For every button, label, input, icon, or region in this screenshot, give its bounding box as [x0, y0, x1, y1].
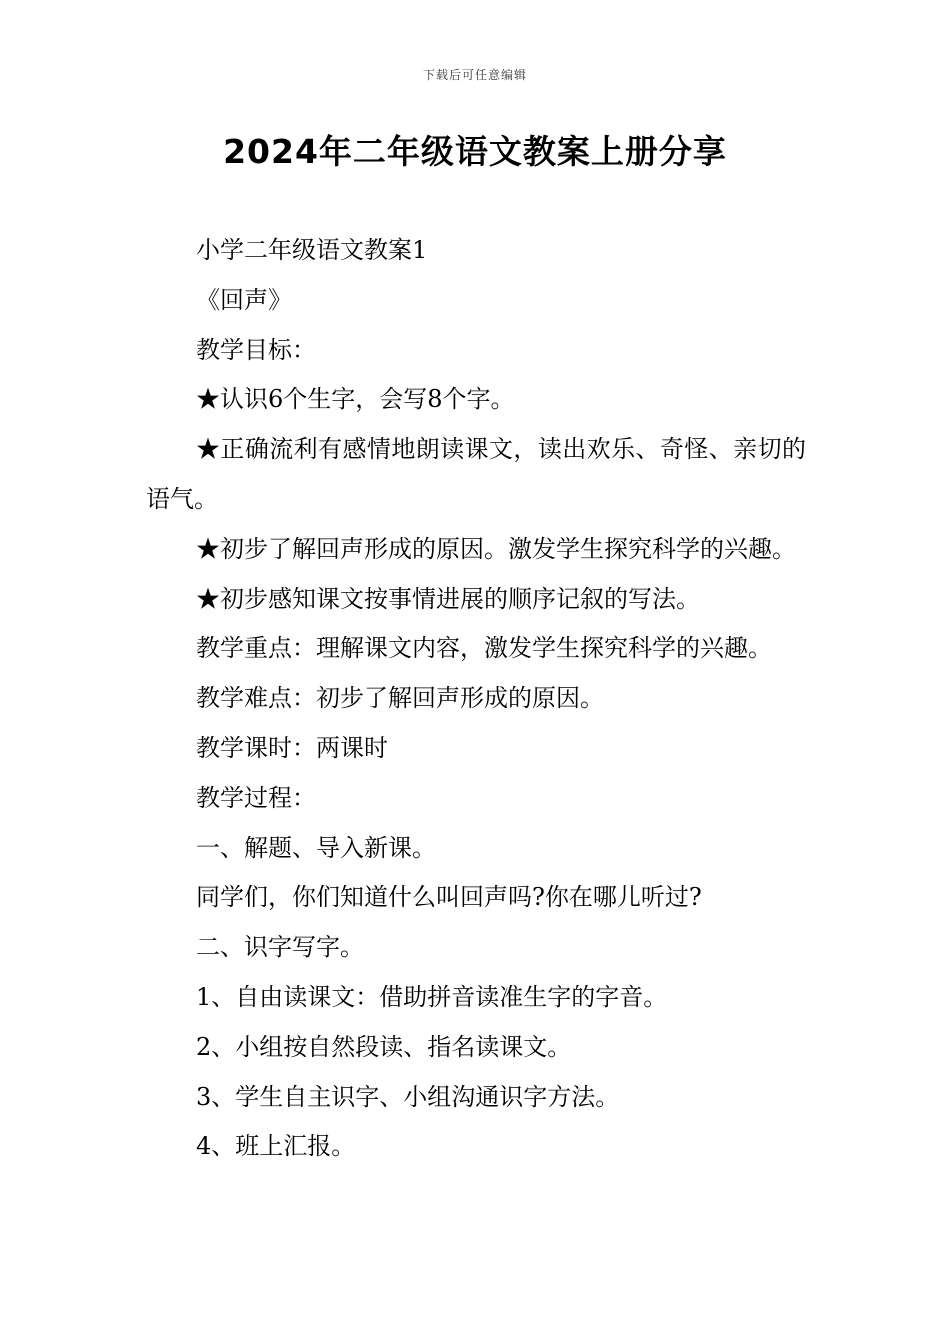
paragraph: 教学课时：两课时 — [196, 733, 388, 762]
header-note: 下载后可任意编辑 — [422, 68, 527, 82]
paragraph: 二、识字写字。 — [196, 933, 364, 962]
paragraph: 《回声》 — [196, 285, 292, 314]
paragraph: ★认识6个生字，会写8个字。 — [196, 385, 515, 414]
paragraph: 教学过程： — [196, 783, 316, 812]
paragraph: 3、学生自主识字、小组沟通识字方法。 — [196, 1082, 620, 1111]
paragraph: 教学目标： — [196, 335, 316, 364]
paragraph: 同学们，你们知道什么叫回声吗?你在哪儿听过? — [196, 883, 702, 912]
document-title: 2024年二年级语文教案上册分享 — [223, 132, 727, 171]
paragraph: 2、小组按自然段读、指名读课文。 — [196, 1032, 572, 1061]
document-body — [146, 226, 806, 1172]
paragraph: 小学二年级语文教案1 — [196, 236, 428, 264]
paragraph: 教学难点：初步了解回声形成的原因。 — [196, 684, 604, 713]
paragraph: 一、解题、导入新课。 — [196, 833, 436, 862]
paragraph: ★正确流利有感情地朗读课文，读出欢乐、奇怪、亲切的语气。 — [146, 435, 806, 513]
paragraph: ★初步了解回声形成的原因。激发学生探究科学的兴趣。 — [196, 534, 796, 563]
paragraph: 教学重点：理解课文内容，激发学生探究科学的兴趣。 — [196, 634, 772, 663]
paragraph: ★初步感知课文按事情进展的顺序记叙的写法。 — [196, 584, 700, 613]
paragraph: 1、自由读课文：借助拼音读准生字的字音。 — [196, 982, 668, 1011]
paragraph: 4、班上汇报。 — [196, 1132, 356, 1161]
